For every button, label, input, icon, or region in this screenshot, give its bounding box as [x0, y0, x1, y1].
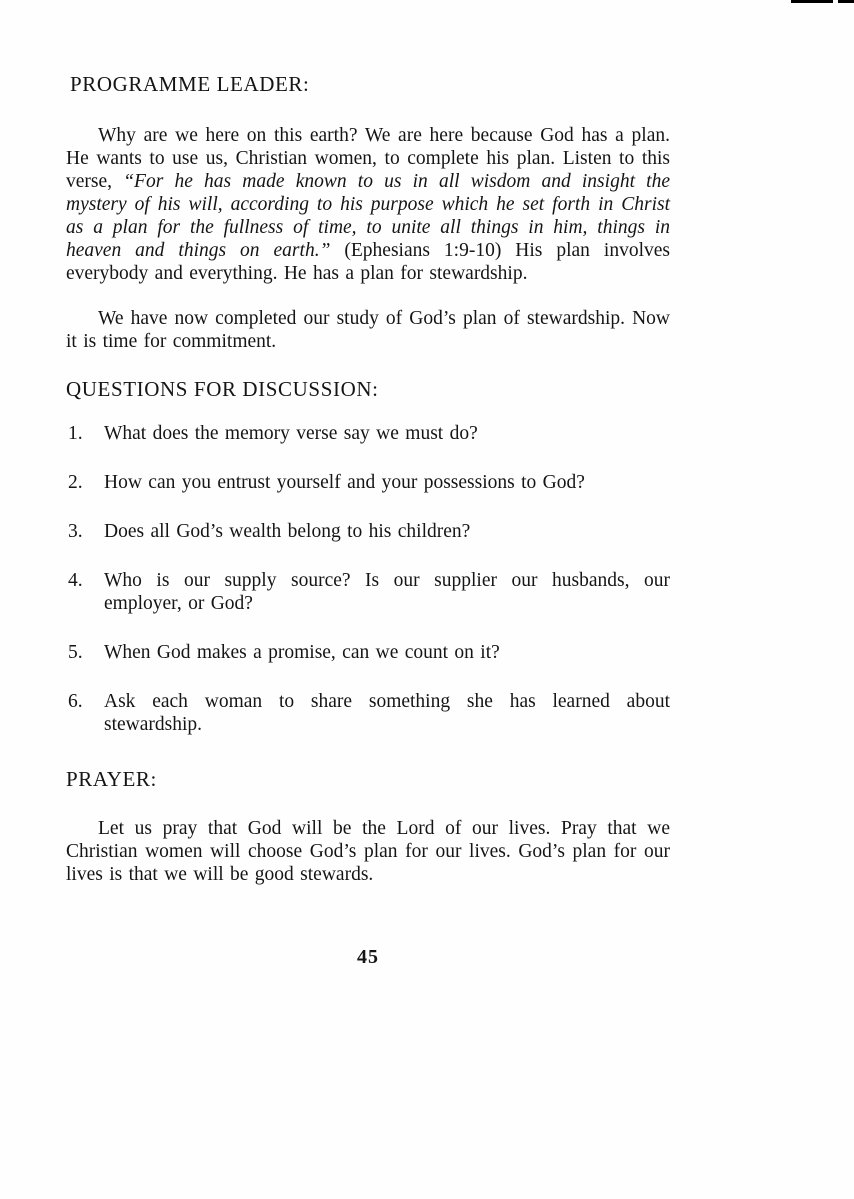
question-text: Ask each woman to share something she has learned about stewardship. — [104, 691, 670, 735]
question-item — [66, 471, 670, 494]
question-item — [66, 569, 670, 615]
question-text: Who is our supply source? Is our supplier our husbands, our employer, or God? — [104, 570, 670, 614]
question-item — [66, 641, 670, 664]
scan-artifact-line — [791, 0, 833, 3]
question-item — [66, 520, 670, 543]
questions-list — [66, 422, 670, 736]
prayer-heading: PRAYER: — [66, 767, 157, 791]
scripture-quote: “For he has made known to us in all wisdom and insight the mystery of his will, according to his purpose which he set forth in Christ as a plan for the fullness of time, to unite all things in him, things in heaven and things on earth.” — [66, 171, 670, 261]
scan-artifact-line — [838, 0, 854, 3]
question-text: What does the memory verse say we must do? — [104, 423, 478, 444]
question-number: 2. — [68, 472, 83, 493]
question-number: 4. — [68, 570, 83, 591]
study-completed-paragraph: We have now completed our study of God’s plan of stewardship. Now it is time for commitment. — [66, 308, 670, 352]
page-content — [66, 0, 670, 969]
intro-text-tail: (Ephesians 1:9-10) His plan involves everybody and everything. He has a plan for stewardship. — [66, 240, 670, 284]
question-text: How can you entrust yourself and your possessions to God? — [104, 472, 585, 493]
question-text: Does all God’s wealth belong to his children? — [104, 521, 471, 542]
question-number: 6. — [68, 691, 83, 712]
prayer-paragraph: Let us pray that God will be the Lord of our lives. Pray that we Christian women will choose God’s plan for our lives. God’s plan for our lives is that we will be good stewards. — [66, 818, 670, 885]
page-number: 45 — [357, 946, 379, 968]
intro-paragraph — [66, 124, 670, 285]
question-number: 5. — [68, 642, 83, 663]
question-number: 1. — [68, 423, 83, 444]
question-text: When God makes a promise, can we count on it? — [104, 642, 500, 663]
intro-text-lead: Why are we here on this earth? We are here because God has a plan. He wants to use us, Christian women, to complete his plan. Listen to this verse, — [66, 125, 670, 192]
programme-leader-heading: PROGRAMME LEADER: — [70, 72, 310, 96]
question-item — [66, 690, 670, 736]
questions-heading: QUESTIONS FOR DISCUSSION: — [66, 377, 379, 401]
question-item — [66, 422, 670, 445]
question-number: 3. — [68, 521, 83, 542]
